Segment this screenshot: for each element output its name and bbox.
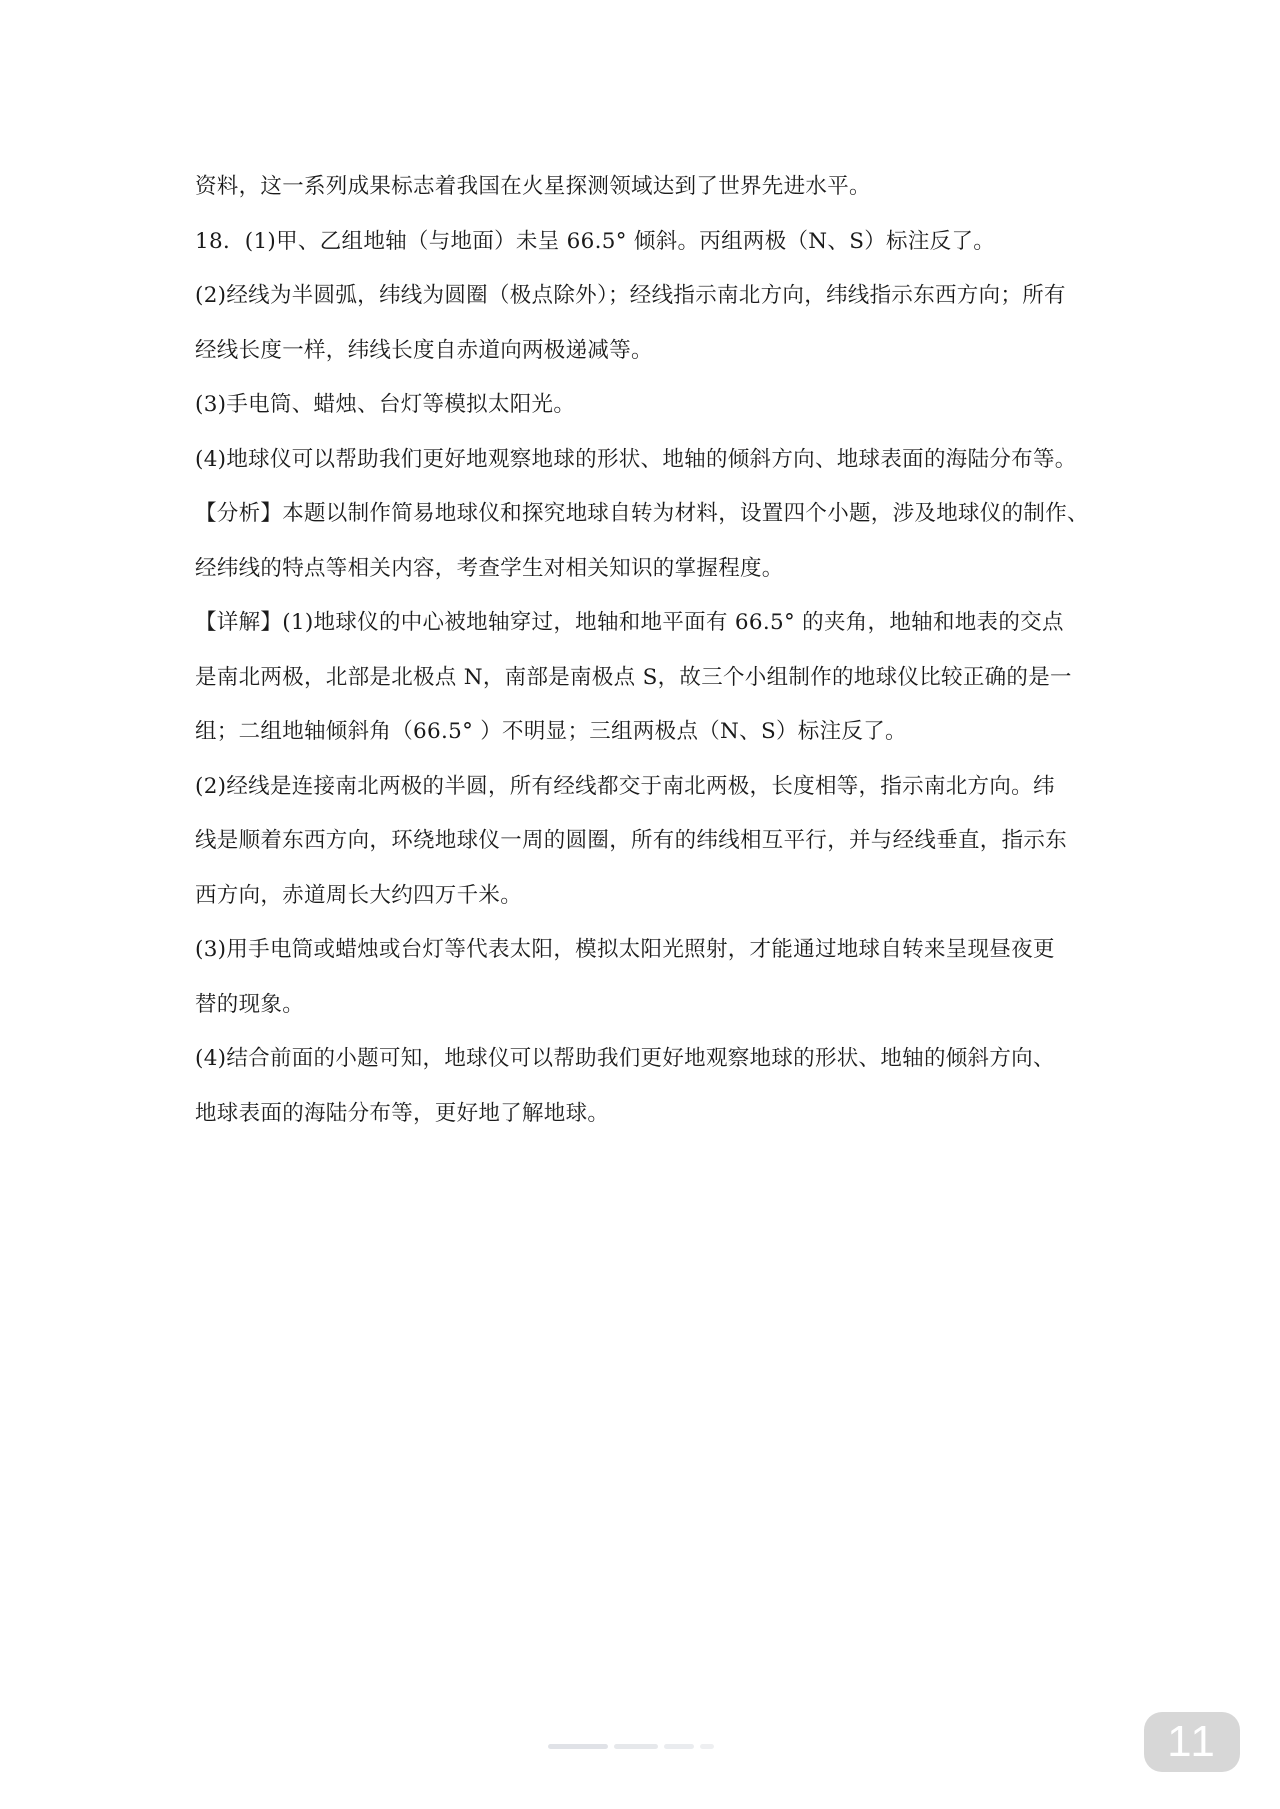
text-line-6: (4)地球仪可以帮助我们更好地观察地球的形状、地轴的倾斜方向、地球表面的海陆分布等。 [195, 446, 1077, 472]
text-line-11: 组；二组地轴倾斜角（66.5° ）不明显；三组两极点（N、S）标注反了。 [195, 719, 907, 744]
text-line-16: 替的现象。 [195, 991, 305, 1017]
text-line-9: 【详解】(1)地球仪的中心被地轴穿过，地轴和地平面有 66.5° 的夹角，地轴和地表的交点 [195, 610, 1064, 635]
text-line-10: 是南北两极，北部是北极点 N，南部是南极点 S，故三个小组制作的地球仪比较正确的是一 [195, 664, 1072, 690]
faint-watermark [548, 1738, 740, 1754]
text-line-18: 地球表面的海陆分布等，更好地了解地球。 [195, 1100, 610, 1126]
text-line-3: (2)经线为半圆弧，纬线为圆圈（极点除外）；经线指示南北方向，纬线指示东西方向；所有 [195, 283, 1066, 308]
text-line-8: 经纬线的特点等相关内容，考查学生对相关知识的掌握程度。 [195, 555, 784, 581]
text-line-13: 线是顺着东西方向，环绕地球仪一周的圆圈，所有的纬线相互平行，并与经线垂直，指示东 [195, 828, 1068, 853]
text-line-4: 经线长度一样，纬线长度自赤道向两极递减等。 [195, 337, 653, 363]
text-line-12: (2)经线是连接南北两极的半圆，所有经线都交于南北两极，长度相等，指示南北方向。纬 [195, 773, 1055, 799]
text-line-7: 【分析】本题以制作简易地球仪和探究地球自转为材料，设置四个小题，涉及地球仪的制作、 [195, 501, 1089, 526]
text-line-1: 资料，这一系列成果标志着我国在火星探测领域达到了世界先进水平。 [195, 174, 871, 199]
text-line-15: (3)用手电筒或蜡烛或台灯等代表太阳，模拟太阳光照射，才能通过地球自转来呈现昼夜更 [195, 937, 1055, 962]
answer-text-block [195, 160, 1110, 1141]
page-number-badge: 11 [1144, 1712, 1240, 1772]
watermark-bar [700, 1744, 714, 1749]
text-line-2: 18．(1)甲、乙组地轴（与地面）未呈 66.5° 倾斜。丙组两极（N、S）标注反了。 [195, 228, 996, 254]
text-line-5: (3)手电筒、蜡烛、台灯等模拟太阳光。 [195, 392, 576, 417]
text-line-14: 西方向，赤道周长大约四万千米。 [195, 882, 523, 908]
watermark-bar [548, 1744, 608, 1749]
text-line-17: (4)结合前面的小题可知，地球仪可以帮助我们更好地观察地球的形状、地轴的倾斜方向、 [195, 1046, 1055, 1071]
watermark-bar [614, 1744, 658, 1749]
watermark-bar [664, 1744, 694, 1749]
